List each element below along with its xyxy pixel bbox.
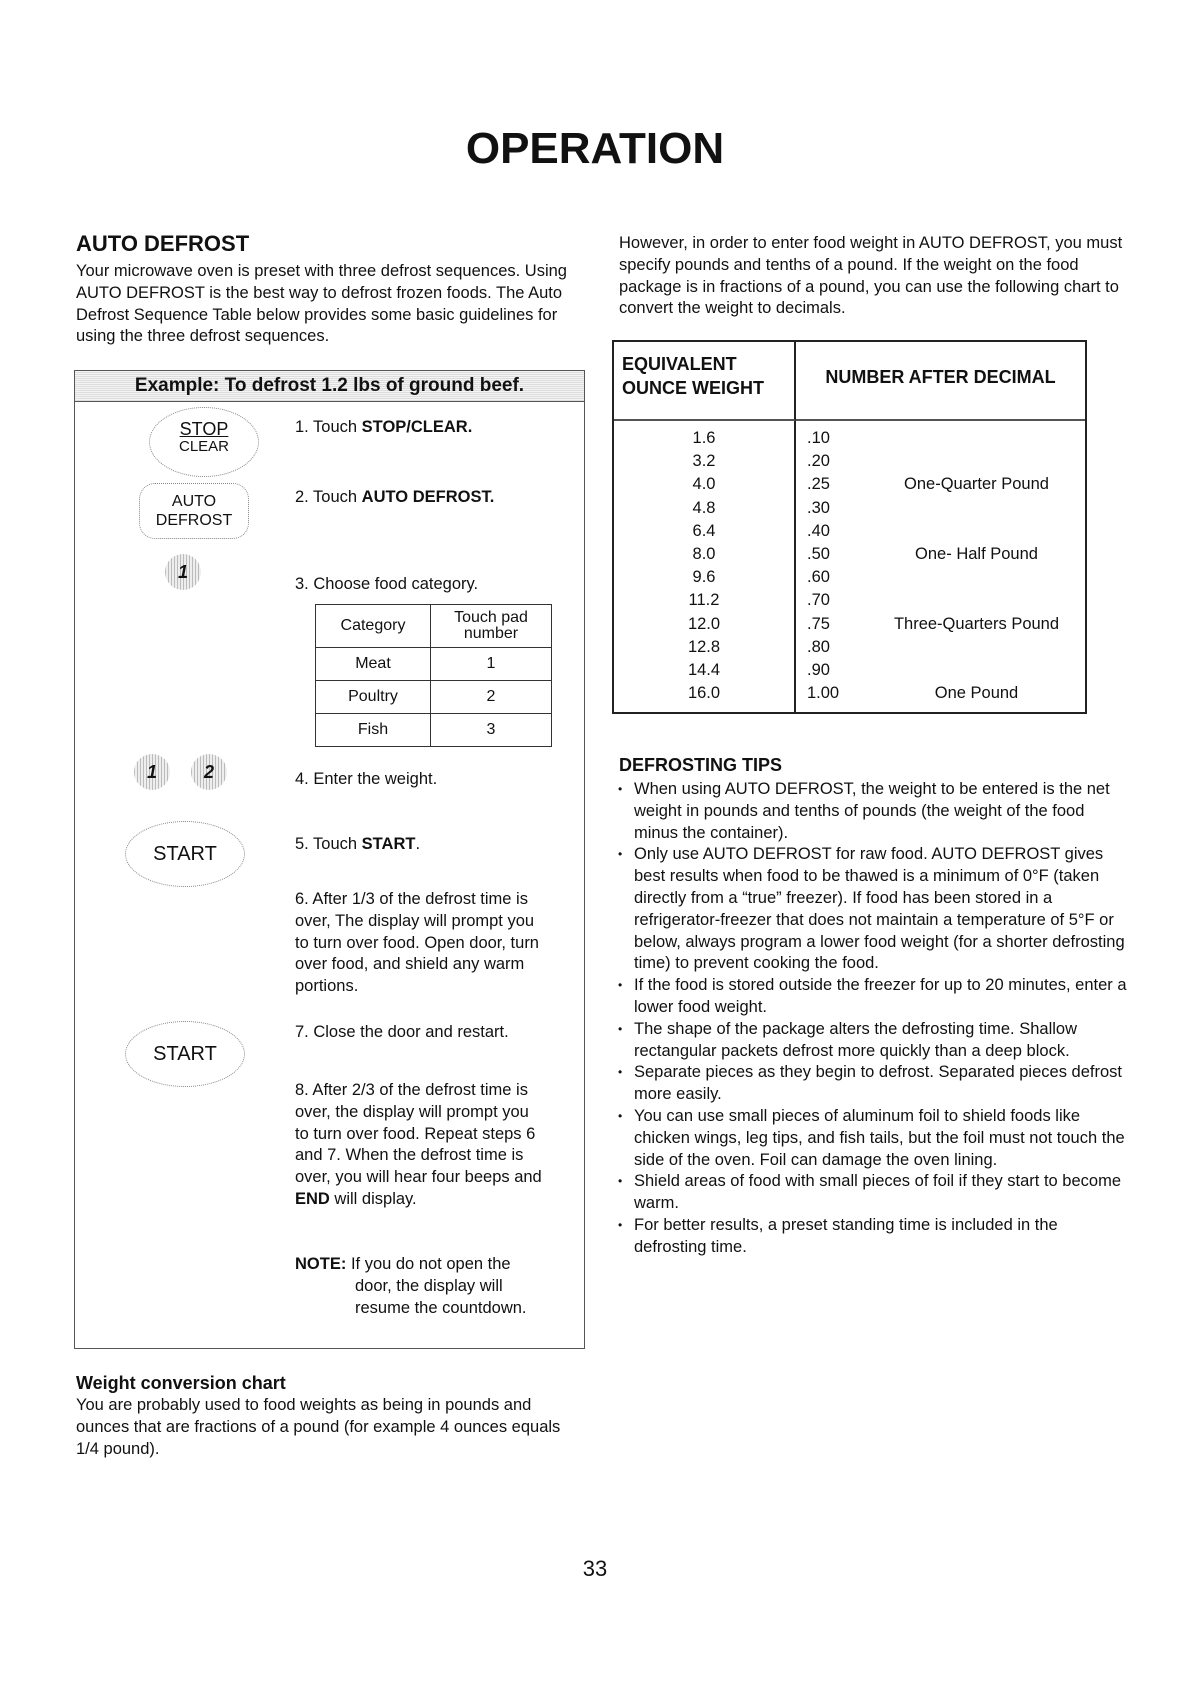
ounce-cell: 4.0	[692, 475, 716, 494]
ounce-cell: 12.8	[687, 637, 721, 656]
label-cell: One- Half Pound	[915, 544, 1038, 563]
auto-defrost-intro: Your microwave oven is preset with three defrost sequences. Using AUTO DEFROST is the best way to defrost frozen foods. The Auto Defrost Sequence Table below provides some basic guidelines for using the three defrost sequences.	[76, 262, 567, 346]
ounce-cell: 8.0	[692, 544, 716, 563]
conversion-table	[612, 340, 1087, 714]
table-row: Poultry 2	[316, 681, 552, 714]
tip-item: • The shape of the package alters the defrosting time. Shallow rectangular packets defrost more quickly than a deep block.	[612, 1019, 1132, 1063]
start-button-icon: START	[125, 821, 245, 887]
table-row	[614, 450, 1085, 473]
category-header: Category	[316, 605, 431, 648]
defrost-label: DEFROST	[155, 512, 233, 529]
decimal-cell: .70	[807, 591, 830, 610]
ounce-cell: 16.0	[687, 684, 721, 703]
decimal-cell: 1.00	[807, 684, 840, 703]
weight-chart-text: You are probably used to food weights as being in pounds and ounces that are fractions of a pound (for example 4 ounces equals 1/4 pound).	[76, 1396, 561, 1458]
number-pad-2-icon: 2	[191, 754, 227, 790]
clear-label: CLEAR	[178, 438, 230, 455]
tip-item: • Separate pieces as they begin to defrost. Separated pieces defrost more easily.	[612, 1062, 1132, 1106]
tip-item: • Shield areas of food with small pieces of foil if they start to become warm.	[612, 1171, 1132, 1215]
page-number: 33	[582, 1556, 608, 1581]
tip-item: • When using AUTO DEFROST, the weight to be entered is the net weight in pounds and tenths of pounds (the weight of the food minus the container).	[612, 779, 1132, 844]
step-2: 2. Touch AUTO DEFROST.	[295, 488, 495, 506]
ounce-cell: 14.4	[687, 660, 721, 679]
table-row: Meat 1	[316, 648, 552, 681]
tips-heading: DEFROSTING TIPS	[619, 755, 783, 775]
auto-defrost-heading: AUTO DEFROST	[76, 231, 250, 256]
decimal-cell: .20	[807, 452, 830, 471]
stop-clear-button-icon	[149, 407, 259, 477]
table-row	[614, 566, 1085, 589]
table-row	[614, 589, 1085, 612]
ounce-cell: 6.4	[692, 521, 716, 540]
table-row	[614, 613, 1085, 636]
decimal-cell: .75	[807, 614, 830, 633]
table-row	[614, 659, 1085, 682]
tip-item: • For better results, a preset standing time is included in the defrosting time.	[612, 1215, 1132, 1259]
tips-list	[612, 779, 1132, 1259]
step-4: 4. Enter the weight.	[295, 770, 438, 788]
category-table	[315, 604, 552, 747]
label-cell: One Pound	[934, 684, 1019, 703]
number-pad-1-icon: 1	[134, 754, 170, 790]
step-3: 3. Choose food category.	[295, 575, 479, 593]
decimal-cell: .80	[807, 637, 830, 656]
label-cell: Three-Quarters Pound	[893, 614, 1060, 633]
decimal-cell: .50	[807, 544, 830, 563]
ounce-cell: 4.8	[692, 498, 716, 517]
number-pad-1-icon: 1	[165, 554, 201, 590]
table-row	[614, 543, 1085, 566]
table-row	[614, 682, 1085, 705]
label-cell: One-Quarter Pound	[904, 475, 1049, 494]
decimal-cell: .60	[807, 568, 830, 587]
weight-chart-heading: Weight conversion chart	[76, 1373, 286, 1393]
decimal-cell: .90	[807, 660, 830, 679]
auto-defrost-button-icon	[139, 483, 249, 539]
ounce-weight-header: EQUIVALENT OUNCE WEIGHT	[614, 342, 796, 421]
step-5: 5. Touch START.	[295, 835, 421, 853]
step-6: 6. After 1/3 of the defrost time is over, The display will prompt you to turn over food. Open door, turn over food, and shield any warm portions.	[295, 890, 539, 996]
ounce-cell: 9.6	[692, 568, 716, 587]
step-1: 1. Touch STOP/CLEAR.	[295, 418, 473, 436]
step-7: 7. Close the door and restart.	[295, 1023, 509, 1041]
table-row	[614, 636, 1085, 659]
table-row	[614, 427, 1085, 450]
table-row: Fish 3	[316, 714, 552, 747]
table-row	[614, 520, 1085, 543]
table-row	[614, 473, 1085, 496]
touch-pad-header: Touch pad number	[431, 605, 552, 648]
ounce-cell: 11.2	[688, 591, 720, 610]
ounce-cell: 3.2	[692, 452, 716, 471]
page-title: OPERATION	[465, 124, 725, 173]
tip-item: • You can use small pieces of aluminum foil to shield foods like chicken wings, leg tips, and fish tails, but the foil must not touch the side of the oven. Foil can damage the oven lining.	[612, 1106, 1132, 1171]
decimal-cell: .40	[807, 521, 830, 540]
tip-item: • If the food is stored outside the freezer for up to 20 minutes, enter a lower food weight.	[612, 975, 1132, 1019]
table-row	[614, 497, 1085, 520]
tip-item: • Only use AUTO DEFROST for raw food. AUTO DEFROST gives best results when food to be thawed is a minimum of 0°F (taken directly from a “true” freezer). If food has been stored in a refrigerator-freezer that does not maintain a temperature of 5°F or below, always program a lower food weight (for a shorter defrosting time) to prevent cooking the food.	[612, 844, 1132, 975]
step-8: 8. After 2/3 of the defrost time is over, the display will prompt you to turn over food. Repeat steps 6 and 7. When the defrost time is over, you will hear four beeps and END will display.	[295, 1081, 542, 1208]
stop-label: STOP	[179, 419, 229, 439]
decimal-cell: .10	[807, 429, 830, 447]
auto-label: AUTO	[171, 493, 217, 510]
decimal-cell: .25	[807, 475, 830, 494]
decimal-cell: .30	[807, 498, 830, 517]
note: NOTE: If you do not open the door, the display will resume the countdown.	[295, 1255, 527, 1317]
example-heading: Example: To defrost 1.2 lbs of ground beef.	[75, 371, 584, 402]
decimal-header: NUMBER AFTER DECIMAL	[796, 342, 1085, 421]
ounce-cell: 12.0	[687, 614, 721, 633]
example-box	[74, 370, 585, 1349]
start-button-icon: START	[125, 1021, 245, 1087]
ounce-cell: 1.6	[692, 429, 716, 447]
right-intro: However, in order to enter food weight in AUTO DEFROST, you must specify pounds and tenths of a pound. If the weight on the food package is in fractions of a pound, you can use the following chart to convert the weight to decimals.	[619, 234, 1123, 318]
